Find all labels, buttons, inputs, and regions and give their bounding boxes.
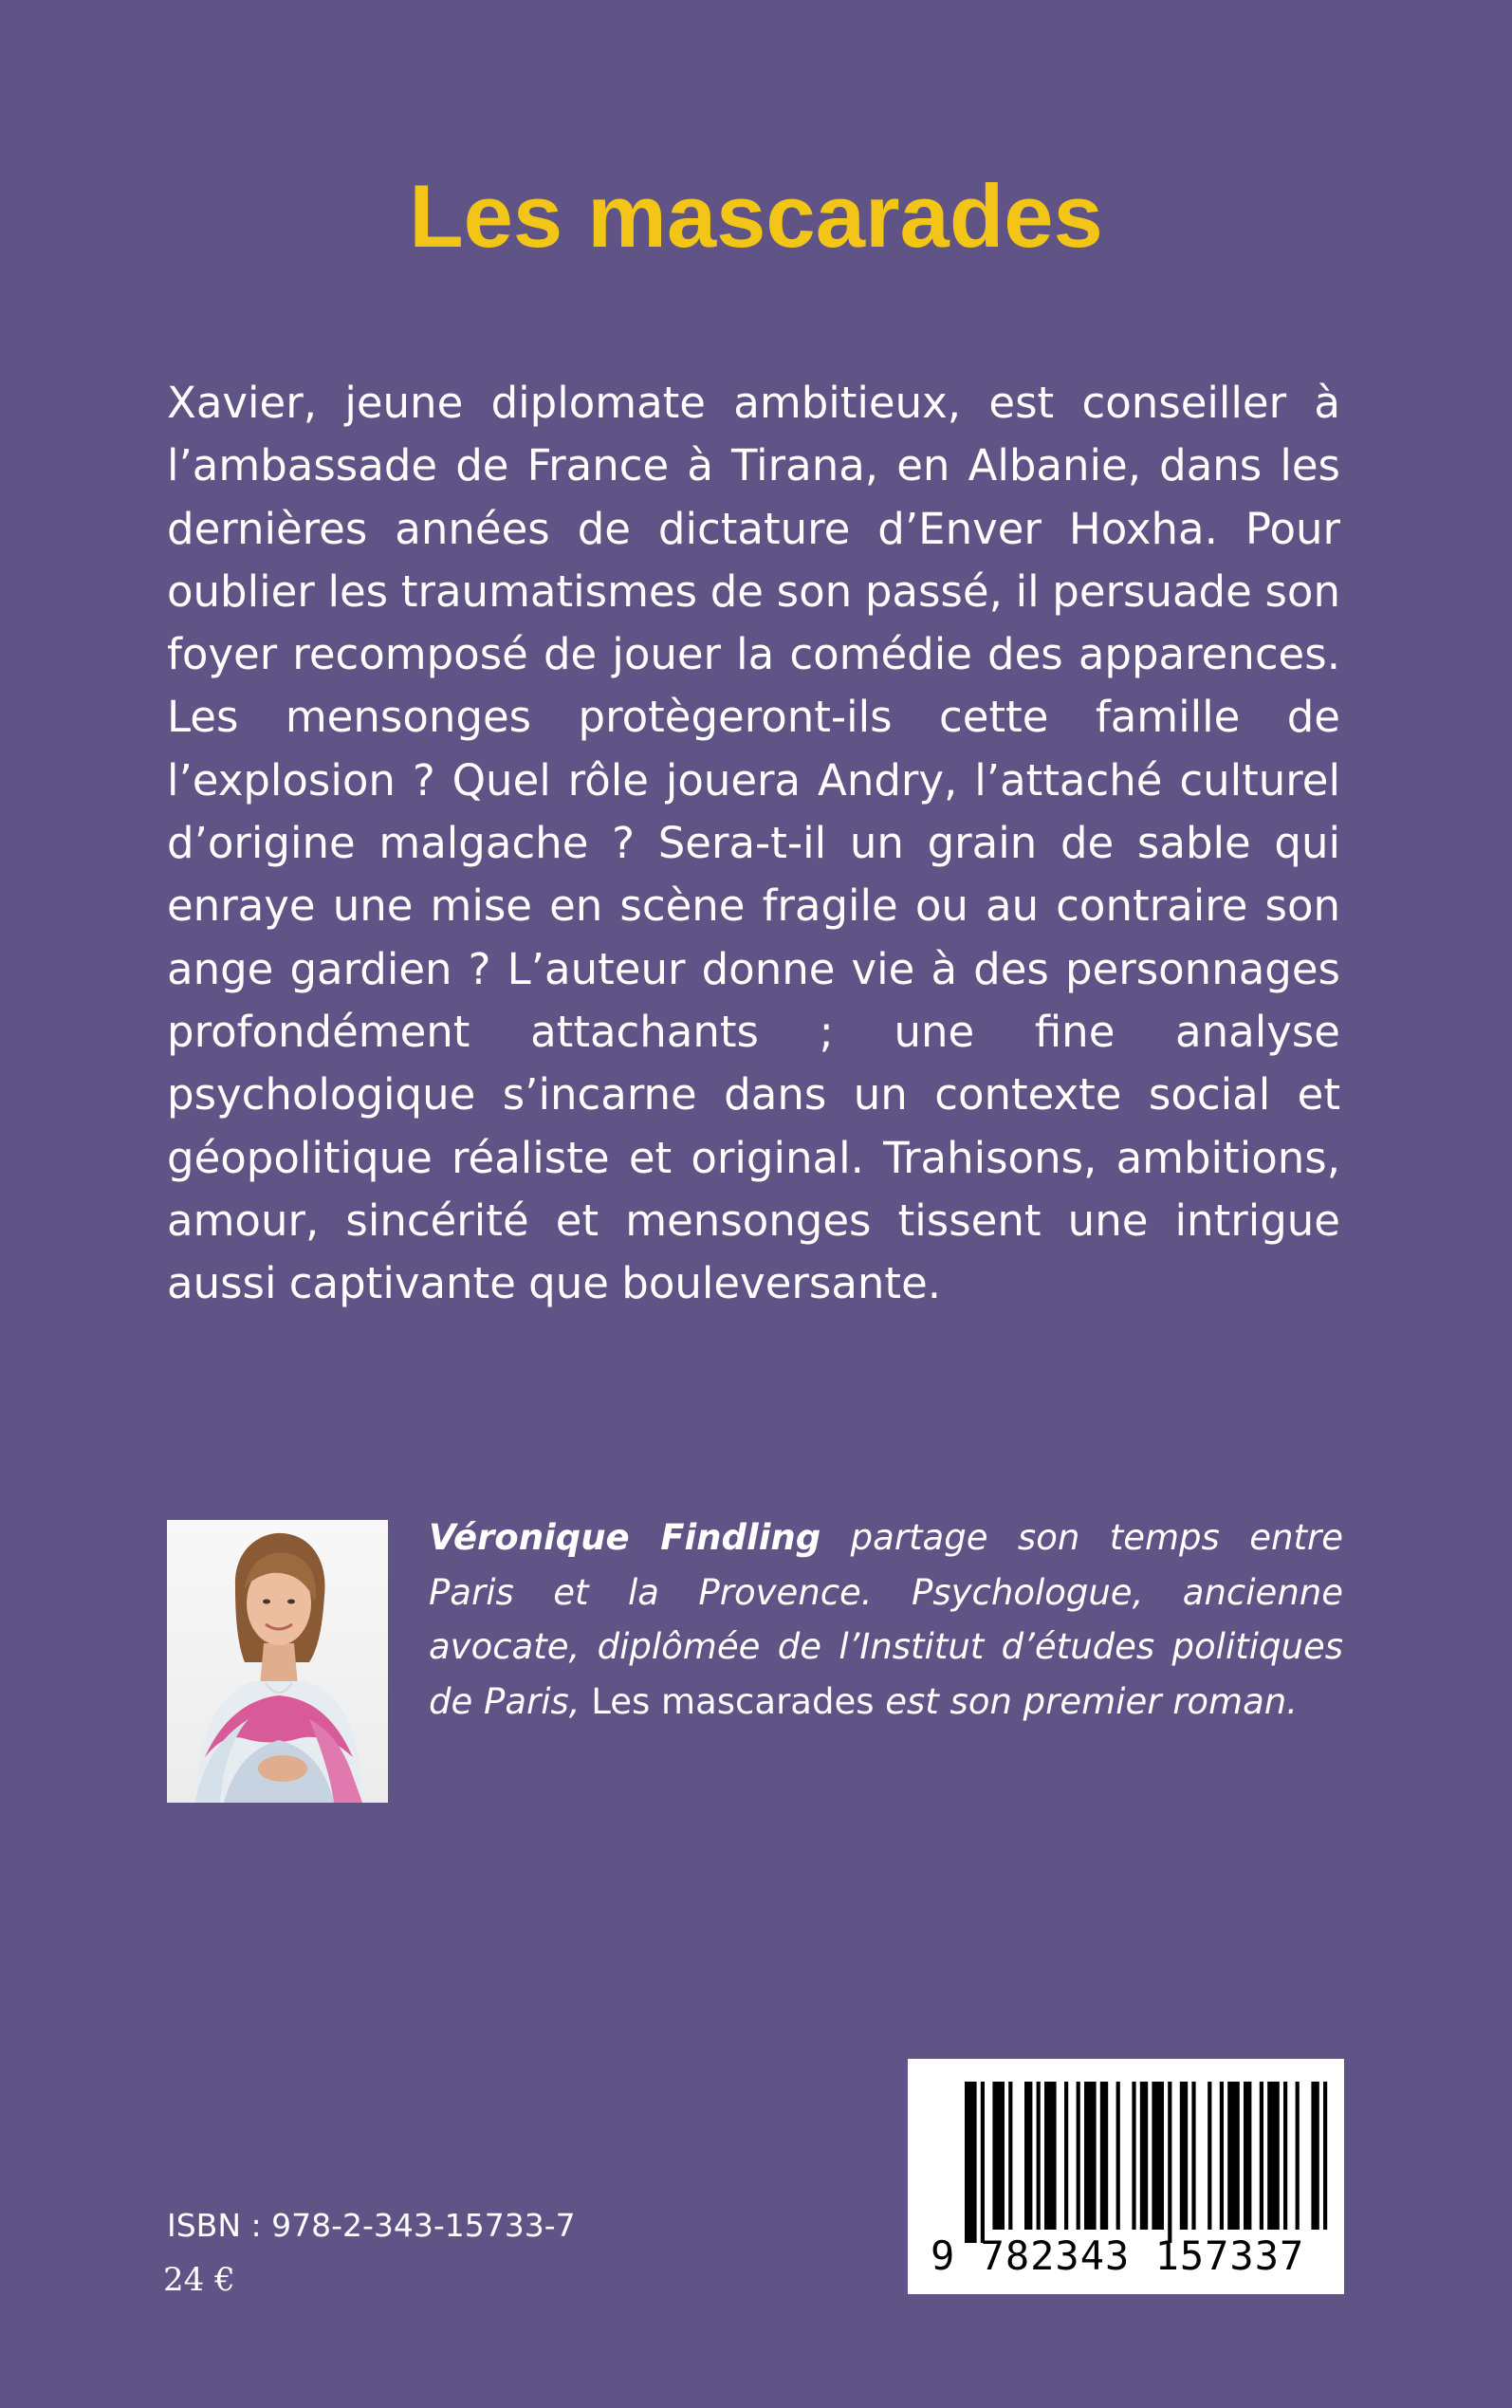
barcode-bar bbox=[1227, 2082, 1240, 2230]
barcode bbox=[908, 2059, 1344, 2294]
barcode-bar bbox=[1323, 2082, 1327, 2230]
barcode-bar bbox=[1296, 2082, 1300, 2230]
barcode-bar bbox=[1037, 2082, 1041, 2230]
barcode-bar bbox=[1024, 2082, 1032, 2230]
barcode-bar bbox=[1132, 2082, 1135, 2230]
author-bio-text-1: partage son temps entre Paris et la Provence. Psychologue, ancienne avocate, diplômée de l’Institut d’études politiques de Paris, bbox=[429, 1517, 1343, 1722]
barcode-bar bbox=[1244, 2082, 1251, 2230]
book-blurb bbox=[167, 372, 1340, 1315]
barcode-bar bbox=[1044, 2082, 1057, 2230]
blurb-text: Xavier, jeune diplomate ambitieux, est conseiller à l’ambassade de France à Tirana, en Albanie, dans les dernières années de dictature d’Enver Hoxha. Pour oublier les traumatismes de son passé, il persuade son foyer recomposé de jouer la comédie des apparences. Les mensonges protègeront-ils cette famille de l’explosion ? Quel rôle jouera Andry, l’attaché culturel d’origine malgache ? Sera-t-il un grain de sable qui enraye une mise en scène fragile ou au contraire son ange gardien ? L’auteur donne vie à des personnages profondément attachants ; une fine analyse psychologique s’incarne dans un contexte social et géopolitique réaliste et original. Trahisons, ambitions, amour, sincérité et mensonges tissent une intrigue aussi captivante que bouleversante. bbox=[167, 378, 1340, 1309]
barcode-bar bbox=[1260, 2082, 1263, 2230]
barcode-bar bbox=[1140, 2082, 1148, 2230]
barcode-bar bbox=[1311, 2082, 1318, 2230]
author-bio bbox=[429, 1510, 1343, 1729]
barcode-bar bbox=[1064, 2082, 1068, 2230]
author-photo bbox=[167, 1520, 388, 1803]
barcode-bar bbox=[992, 2082, 1005, 2230]
barcode-bar bbox=[1220, 2082, 1224, 2230]
barcode-bar bbox=[1208, 2082, 1211, 2230]
barcode-bar bbox=[1152, 2082, 1164, 2230]
barcode-bar bbox=[1283, 2082, 1287, 2230]
barcode-bar bbox=[1116, 2082, 1120, 2230]
barcode-bar bbox=[1008, 2082, 1012, 2230]
author-bio-book-title: Les mascarades bbox=[591, 1680, 875, 1722]
barcode-bar bbox=[1084, 2082, 1097, 2230]
book-title: Les mascarades bbox=[409, 166, 1103, 266]
price-label: 24 € bbox=[163, 2261, 235, 2299]
barcode-bar bbox=[1191, 2082, 1195, 2230]
barcode-bar bbox=[1267, 2082, 1280, 2230]
barcode-bar bbox=[1100, 2082, 1108, 2230]
author-portrait-image bbox=[167, 1520, 388, 1803]
author-bio-text-2: est son premier roman. bbox=[874, 1680, 1298, 1722]
barcode-bar bbox=[1180, 2082, 1188, 2230]
barcode-bar bbox=[1168, 2082, 1171, 2243]
barcode-bar bbox=[981, 2082, 985, 2243]
barcode-bar bbox=[1077, 2082, 1080, 2230]
barcode-digits: 9 782343 157337 bbox=[931, 2232, 1305, 2279]
author-bio-paragraph bbox=[429, 1510, 1343, 1729]
author-name: Véronique Findling bbox=[429, 1517, 821, 1558]
barcode-bar bbox=[965, 2082, 977, 2243]
isbn-label: ISBN : 978-2-343-15733-7 bbox=[167, 2207, 576, 2244]
